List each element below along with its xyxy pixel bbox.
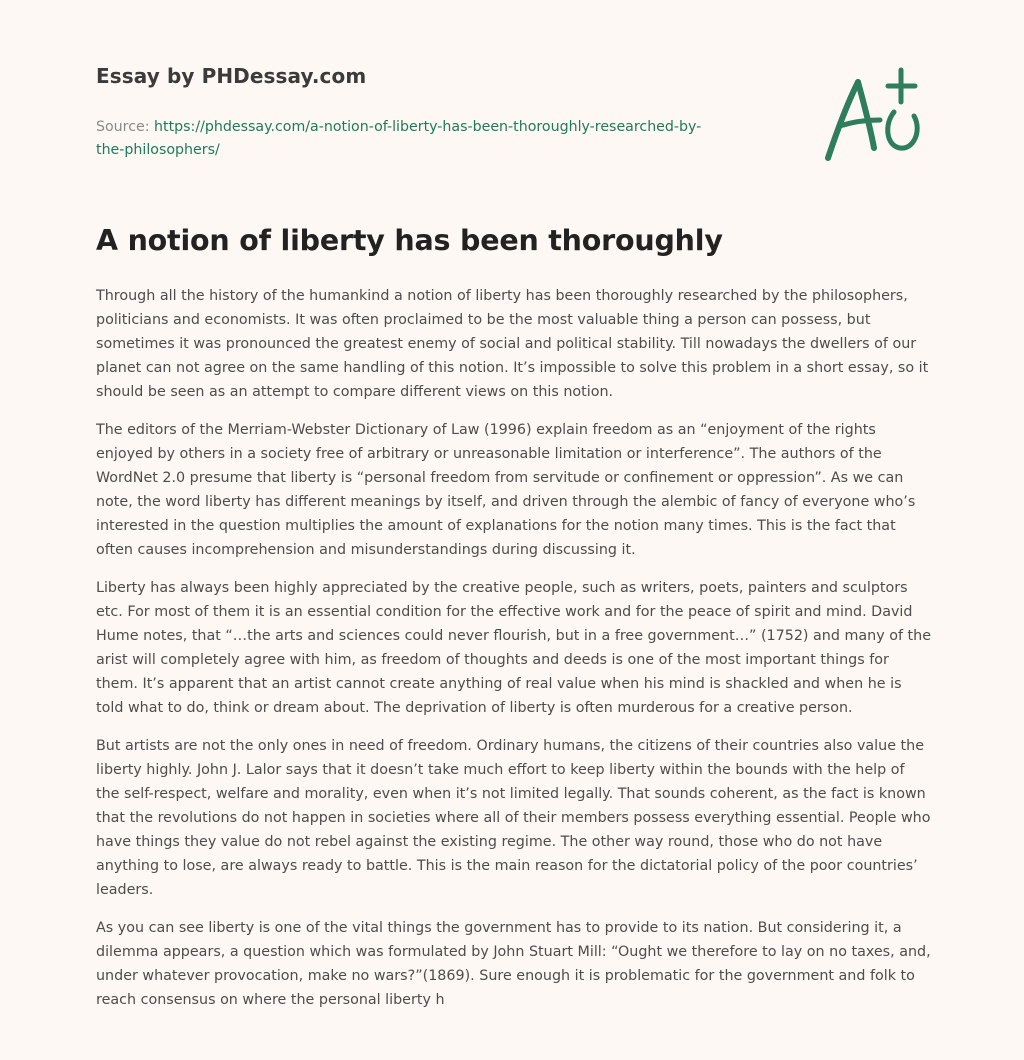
essay-paragraph: The editors of the Merriam-Webster Dictionary of Law (1996) explain freedom as an “enjoyment of the rights enjoyed by others in a society free of arbitrary or unreasonable limitation or interference”. The authors of the WordNet 2.0 presume that liberty is “personal freedom from servitude or confinement or oppression”. As we can note, the word liberty has different meanings by itself, and driven through the alembic of fancy of everyone who’s interested in the question multiplies the amount of explanations for the notion many times. This is the fact that often causes incomprehension and misunderstandings during discussing it. — [96, 422, 916, 558]
source-line — [96, 116, 796, 162]
essay-paragraph: Liberty has always been highly appreciated by the creative people, such as writers, poets, painters and sculptors etc. For most of them it is an essential condition for the effective work and for the peace of spirit and mind. David Hume notes, that “…the arts and sciences could never flourish, but in a free government…” (1752) and many of the arist will completely agree with him, as freedom of thoughts and deeds is one of the most important things for them. It’s apparent that an artist cannot create anything of real value when his mind is shackled and when he is told what to do, think or dream about. The deprivation of liberty is often murderous for a creative person. — [96, 580, 932, 716]
source-link[interactable] — [96, 119, 701, 158]
source-label: Source: — [96, 119, 150, 135]
source-link-line2: the-philosophers/ — [96, 142, 220, 158]
essay-paragraph: But artists are not the only ones in need of freedom. Ordinary humans, the citizens of their countries also value the liberty highly. John J. Lalor says that it doesn’t take much effort to keep liberty within the bounds with the help of the self-respect, welfare and morality, even when it’s not limited legally. That sounds coherent, as the fact is known that the revolutions do not happen in societies where all of their members possess everything essential. People who have things they value do not rebel against the existing regime. The other way round, those who do not have anything to lose, are always ready to battle. This is the main reason for the dictatorial policy of the poor countries’ leaders. — [96, 738, 931, 898]
a-plus-icon — [818, 64, 938, 168]
a-plus-logo — [818, 64, 938, 168]
essay-paragraph: Through all the history of the humankind a notion of liberty has been thoroughly researched by the philosophers, politicians and economists. It was often proclaimed to be the most valuable thing a person can possess, but sometimes it was pronounced the greatest enemy of social and political stability. Till nowadays the dwellers of our planet can not agree on the same handling of this notion. It’s impossible to solve this problem in a short essay, so it should be seen as an attempt to compare different views on this notion. — [96, 288, 929, 400]
source-link-line1: https://phdessay.com/a-notion-of-liberty-has-been-thoroughly-researched-by- — [154, 119, 702, 135]
essay-paragraph: As you can see liberty is one of the vital things the government has to provide to its nation. But considering it, a dilemma appears, a question which was formulated by John Stuart Mill: “Ought we therefore to lay on no taxes, and, under whatever provocation, make no wars?”(1869). Sure enough it is problematic for the government and folk to reach consensus on where the personal liberty h — [96, 920, 931, 1008]
essay-title: A notion of liberty has been thoroughly — [96, 224, 723, 257]
site-header — [96, 64, 796, 162]
essay-body — [96, 284, 932, 1026]
site-brand: Essay by PHDessay.com — [96, 64, 367, 88]
